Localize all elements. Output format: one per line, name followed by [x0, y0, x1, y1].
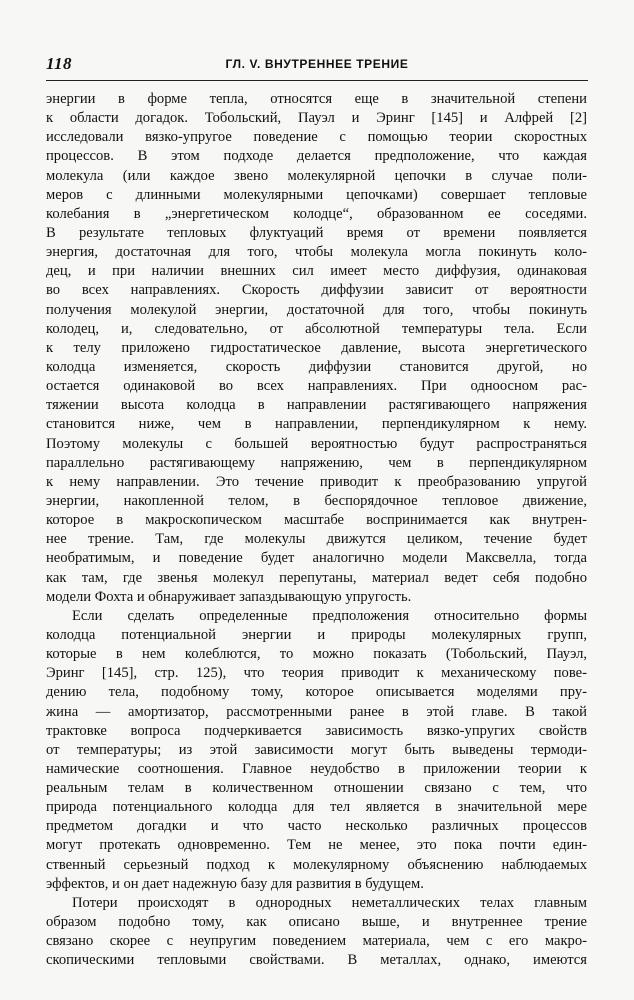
text-line: трактовке вопроса подчеркивается зависимость вязко-упругих свойств — [46, 722, 587, 739]
text-line: В результате тепловых флуктуаций время от времени появляется — [46, 224, 587, 241]
text-line: могут протекать одновременно. Тем не менее, это пока почти един- — [46, 837, 587, 854]
running-title: ГЛ. V. ВНУТРЕННЕЕ ТРЕНИЕ — [225, 57, 409, 71]
header-rule — [46, 80, 588, 81]
text-line: к телу приложено гидростатическое давление, высота энергетического — [46, 339, 587, 356]
text-line: Поэтому молекулы с большей вероятностью будут распространяться — [46, 435, 587, 452]
text-line: параллельно растягивающему напряжению, чем в перпендикулярном — [46, 454, 587, 471]
text-line: Эринг [145], стр. 125), что теория приводит к механическому пове- — [46, 665, 587, 682]
text-line: дению тела, подобному тому, которое описывается моделями пру- — [46, 684, 587, 701]
text-line: реальным телам в количественном отношении связано с тем, что — [46, 780, 587, 797]
text-line: нее трение. Там, где молекулы движутся целиком, течение будет — [46, 531, 587, 548]
text-line: образом подобно тому, как описано выше, и внутреннее трение — [46, 914, 587, 931]
text-line: которые в нем колеблются, то можно показать (Тобольский, Пауэл, — [46, 646, 587, 663]
paragraph — [46, 607, 587, 894]
text-line: колебания в „энергетическом колодце“, образованном ее соседями. — [46, 205, 587, 222]
page-header — [46, 54, 588, 78]
text-line: Если сделать определенные предположения относительно формы — [72, 607, 587, 624]
text-line: колодца потенциальной энергии и природы молекулярных групп, — [46, 626, 587, 643]
text-line: жина — амортизатор, рассмотренными ранее в этой главе. В такой — [46, 703, 587, 720]
page-number: 118 — [46, 54, 73, 73]
text-line: колодца изменяется, скорость диффузии становится другой, но — [46, 358, 587, 375]
text-line: энергии в форме тепла, относятся еще в значительной степени — [46, 91, 587, 107]
text-line: остается одинаковой во всех направлениях. При одноосном рас- — [46, 378, 587, 395]
text-line: необратимым, и поведение будет аналогично модели Максвелла, тогда — [46, 550, 587, 567]
text-line: энергии, накопленной телом, в беспорядочное тепловое движение, — [46, 492, 587, 509]
text-line: к нему направлении. Это течение приводит к преобразованию упругой — [46, 473, 587, 490]
text-line: молекула (или каждое звено молекулярной цепочки в случае поли- — [46, 167, 587, 184]
text-line: во всех направлениях. Скорость диффузии зависит от вероятности — [46, 282, 587, 299]
text-line: эффектов, и он дает надежную базу для развития в будущем. — [46, 875, 424, 892]
text-line: намические соотношения. Главное неудобство в приложении теории к — [46, 760, 587, 777]
text-line: процессов. В этом подходе делается предположение, что каждая — [46, 148, 587, 165]
text-line: связано скорее с неупругим поведением материала, чем с его макро- — [46, 933, 587, 950]
text-line: от температуры; из этой зависимости могут быть выведены термоди- — [46, 741, 587, 758]
text-line: ственный серьезный подход к молекулярному объяснению наблюдаемых — [46, 856, 587, 873]
text-line: колодец, и, следовательно, от абсолютной температуры тела. Если — [46, 320, 587, 337]
text-line: Потери происходят в однородных неметаллических телах главным — [72, 894, 587, 911]
text-line: энергия, достаточная для того, чтобы молекула могла покинуть коло- — [46, 244, 587, 261]
text-line: меров с длинными молекулярными цепочками) совершает тепловые — [46, 186, 587, 203]
text-line: природа потенциального колодца для тел является в значительной мере — [46, 799, 587, 816]
text-line: исследовали вязко-упругое поведение с помощью теории скоростных — [46, 129, 587, 146]
paragraph — [46, 90, 587, 607]
text-line: дец, и при наличии внешних сил имеет место диффузия, одинаковая — [46, 263, 587, 280]
text-line: тяжении высота колодца в направлении растягивающего напряжения — [46, 397, 587, 414]
text-line: как там, где звенья молекул перепутаны, материал ведет себя подобно — [46, 569, 587, 586]
text-line: получения молекулой энергии, достаточной для того, чтобы покинуть — [46, 301, 587, 318]
paragraph — [46, 894, 587, 971]
body-text — [46, 90, 587, 970]
text-line: к области догадок. Тобольский, Пауэл и Эринг [145] и Алфрей [2] — [46, 110, 587, 127]
text-line: модели Фохта и обнаруживает запаздывающую упругость. — [46, 588, 412, 605]
text-line: скопическими тепловыми свойствами. В металлах, однако, имеются — [46, 952, 587, 969]
text-line: предметом догадки и что часто несколько различных процессов — [46, 818, 587, 835]
text-line: которое в макроскопическом масштабе воспринимается как внутрен- — [46, 512, 587, 529]
text-line: становится ниже, чем в направлении, перпендикулярном к нему. — [46, 416, 587, 433]
